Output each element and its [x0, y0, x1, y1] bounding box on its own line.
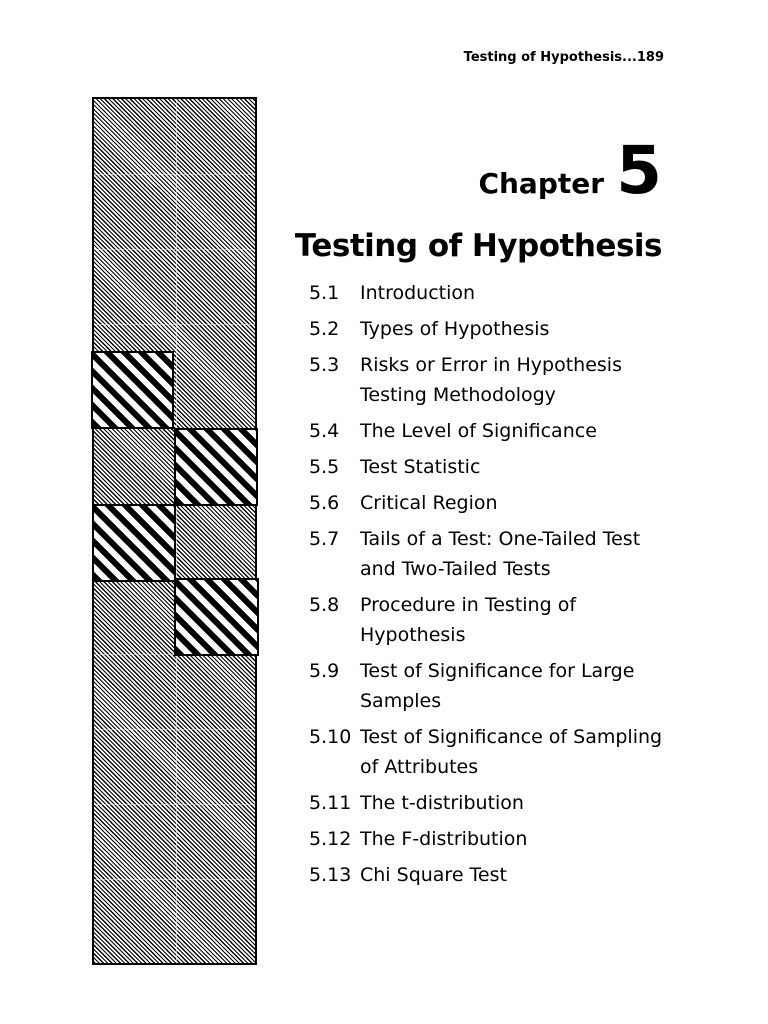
toc-item: [309, 416, 669, 446]
toc-item: [309, 314, 669, 344]
band-divider: [94, 324, 255, 325]
band-divider: [94, 249, 255, 250]
toc-item-number: 5.7: [309, 528, 340, 550]
toc-item: [309, 824, 669, 854]
toc-item-title: Risks or Error in Hypothesis Testing Methodology: [360, 354, 622, 406]
chapter-heading: [478, 132, 662, 209]
band-divider: [94, 804, 255, 805]
toc-item-title: Types of Hypothesis: [360, 318, 550, 340]
toc-item-number: 5.10: [309, 726, 352, 748]
toc-item-number: 5.5: [309, 456, 340, 478]
hatched-block: [92, 504, 176, 582]
toc-item-number: 5.9: [309, 660, 340, 682]
toc-item: [309, 590, 669, 650]
toc-item-title: Test of Significance for Large Samples: [360, 660, 635, 712]
band-divider: [176, 99, 177, 963]
toc-item-title: Tails of a Test: One-Tailed Test and Two-Tailed Tests: [360, 528, 641, 580]
toc-item: [309, 278, 669, 308]
hatched-block: [91, 351, 174, 429]
chapter-number: 5: [616, 132, 662, 209]
toc-item-title: Test of Significance of Sampling of Attributes: [360, 726, 663, 778]
toc-item: [309, 350, 669, 410]
chapter-title: Testing of Hypothesis: [294, 228, 662, 264]
toc-item-title: Test Statistic: [360, 456, 481, 478]
toc-item-number: 5.11: [309, 792, 352, 814]
chapter-word: Chapter: [478, 167, 605, 200]
toc-item: [309, 656, 669, 716]
toc-item: [309, 524, 669, 584]
toc-item-title: Critical Region: [360, 492, 498, 514]
toc-item: [309, 860, 669, 890]
toc-item: [309, 722, 669, 782]
toc-item: [309, 788, 669, 818]
toc-item-number: 5.4: [309, 420, 340, 442]
toc-item-number: 5.3: [309, 354, 340, 376]
toc-item-number: 5.8: [309, 594, 340, 616]
hatched-block: [174, 578, 259, 656]
toc-item-number: 5.2: [309, 318, 340, 340]
toc-item-number: 5.1: [309, 282, 340, 304]
band-divider: [94, 879, 255, 880]
toc-item-number: 5.12: [309, 828, 352, 850]
hatched-block: [174, 428, 258, 506]
toc-item-title: The Level of Significance: [360, 420, 597, 442]
toc-item-title: Introduction: [360, 282, 476, 304]
toc-item-title: The t-distribution: [360, 792, 524, 814]
band-divider: [94, 729, 255, 730]
toc-item-number: 5.13: [309, 864, 352, 886]
toc-item-title: Chi Square Test: [360, 864, 507, 886]
band-divider: [94, 174, 255, 175]
toc-item-number: 5.6: [309, 492, 340, 514]
toc-item: [309, 488, 669, 518]
toc-item: [309, 452, 669, 482]
toc-item-title: The F-distribution: [360, 828, 528, 850]
toc-item-title: Procedure in Testing of Hypothesis: [360, 594, 577, 646]
table-of-contents: [309, 278, 669, 896]
running-header: Testing of Hypothesis...189: [463, 50, 664, 65]
